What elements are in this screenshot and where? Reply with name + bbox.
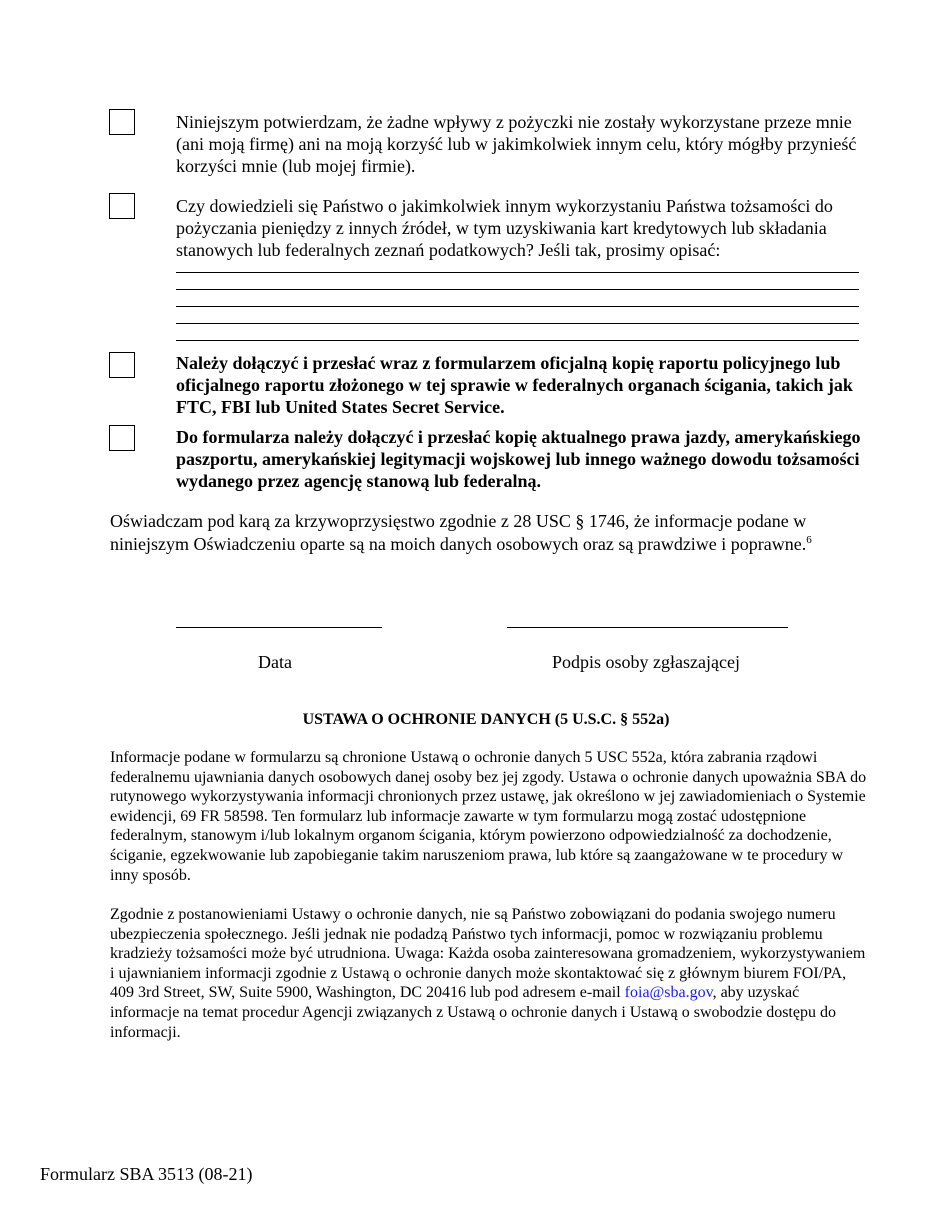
checkbox-police-report[interactable]: [109, 352, 135, 378]
privacy-paragraph-1: Informacje podane w formularzu są chronione Ustawą o ochronie danych 5 USC 552a, która zabrania rządowi federalnemu ujawniania danych osobowych danej osoby bez jej zgody. Ustawa o ochronie danych upoważnia SBA do rutynowego wykorzystywania informacji chronionych przez ustawę, jak określono w jej zawiadomieniach o Systemie ewidencji, 69 FR 58598. Ten formularz lub informacje zawarte w tym formularzu mogą zostać udostępnione federalnym, stanowym i/lub lokalnym organom ścigania, którym powierzono odpowiedzialność za dochodzenie, ściganie, egzekwowanie lub zapobieganie takim naruszeniom prawa, lub które są zaangażowane w te procedury w inny sposób.: [110, 749, 867, 884]
description-line: [176, 340, 859, 341]
form-number: Formularz SBA 3513 (08-21): [40, 1164, 253, 1184]
privacy-paragraph-2: [110, 905, 870, 1042]
signature-line[interactable]: [507, 627, 788, 628]
email-link[interactable]: foia@sba.gov: [624, 984, 713, 1002]
signature-label: Podpis osoby zgłaszającej: [552, 652, 740, 672]
privacy-paragraph-2-text: Zgodnie z postanowieniami Ustawy o ochronie danych, nie są Państwo zobowiązani do podania swojego numeru ubezpieczenia społecznego. Jeśli jednak nie podadzą Państwo tych informacji, pomoc w rozwiązaniu problemu kradzieży tożsamości może być utrudniona. Uwaga: Każda osoba zainteresowana gromadzeniem, wykorzystywaniem i ujawnianiem informacji zgodnie z Ustawą o ochronie danych może skontaktować się z głównym biurem FOI/PA, 409 3rd Street, SW, Suite 5900, Washington, DC 20416 lub pod adresem e-mail: [110, 906, 866, 1002]
item-other-identity-use-text: Czy dowiedzieli się Państwo o jakimkolwiek innym wykorzystaniu Państwa tożsamości do pożyczania pieniędzy z innych źródeł, w tym uzyskiwania kart kredytowych lub składania stanowych lub federalnych zeznań podatkowych? Jeśli tak, prosimy opisać:: [176, 196, 833, 260]
privacy-heading: USTAWA O OCHRONIE DANYCH (5 U.S.C. § 552a): [302, 711, 670, 728]
description-field[interactable]: [176, 262, 859, 344]
checkbox-id-copy[interactable]: [109, 425, 135, 451]
item-police-report-text: Należy dołączyć i przesłać wraz z formularzem oficjalną kopię raportu policyjnego lub oficjalnego raportu złożonego w tej sprawie w federalnych organach ścigania, takich jak FTC, FBI lub United States Secret Service.: [176, 353, 853, 417]
privacy-paragraph-2-tail: , aby uzyskać informacje na temat procedur Agencji związanych z Ustawą o ochronie danych i Ustawą o swobodzie dostępu do informacji.: [110, 984, 836, 1041]
description-line: [176, 306, 859, 307]
declaration: [110, 510, 850, 556]
item-id-copy-text: Do formularza należy dołączyć i przesłać kopię aktualnego prawa jazdy, amerykańskiego paszportu, amerykańskiej legitymacji wojskowej lub innego ważnego dowodu tożsamości wydanego przez agencję stanową lub federalną.: [176, 427, 861, 491]
description-line: [176, 272, 859, 273]
checkbox-confirm-no-use[interactable]: [109, 109, 135, 135]
checkbox-other-identity-use[interactable]: [109, 193, 135, 219]
date-label: Data: [258, 652, 292, 672]
declaration-text: Oświadczam pod karą za krzywoprzysięstwo zgodnie z 28 USC § 1746, że informacje podane w niniejszym Oświadczeniu oparte są na moich danych osobowych oraz są prawdziwe i poprawne.: [110, 511, 807, 554]
date-line[interactable]: [176, 627, 382, 628]
description-line: [176, 289, 859, 290]
item-confirm-no-use-text: Niniejszym potwierdzam, że żadne wpływy z pożyczki nie zostały wykorzystane przeze mnie (ani moją firmę) ani na moją korzyść lub w jakimkolwiek innym celu, który mógłby przynieść korzyści mnie (lub mojej firmie).: [176, 112, 857, 176]
footnote-marker: 6: [806, 534, 812, 546]
description-line: [176, 323, 859, 324]
